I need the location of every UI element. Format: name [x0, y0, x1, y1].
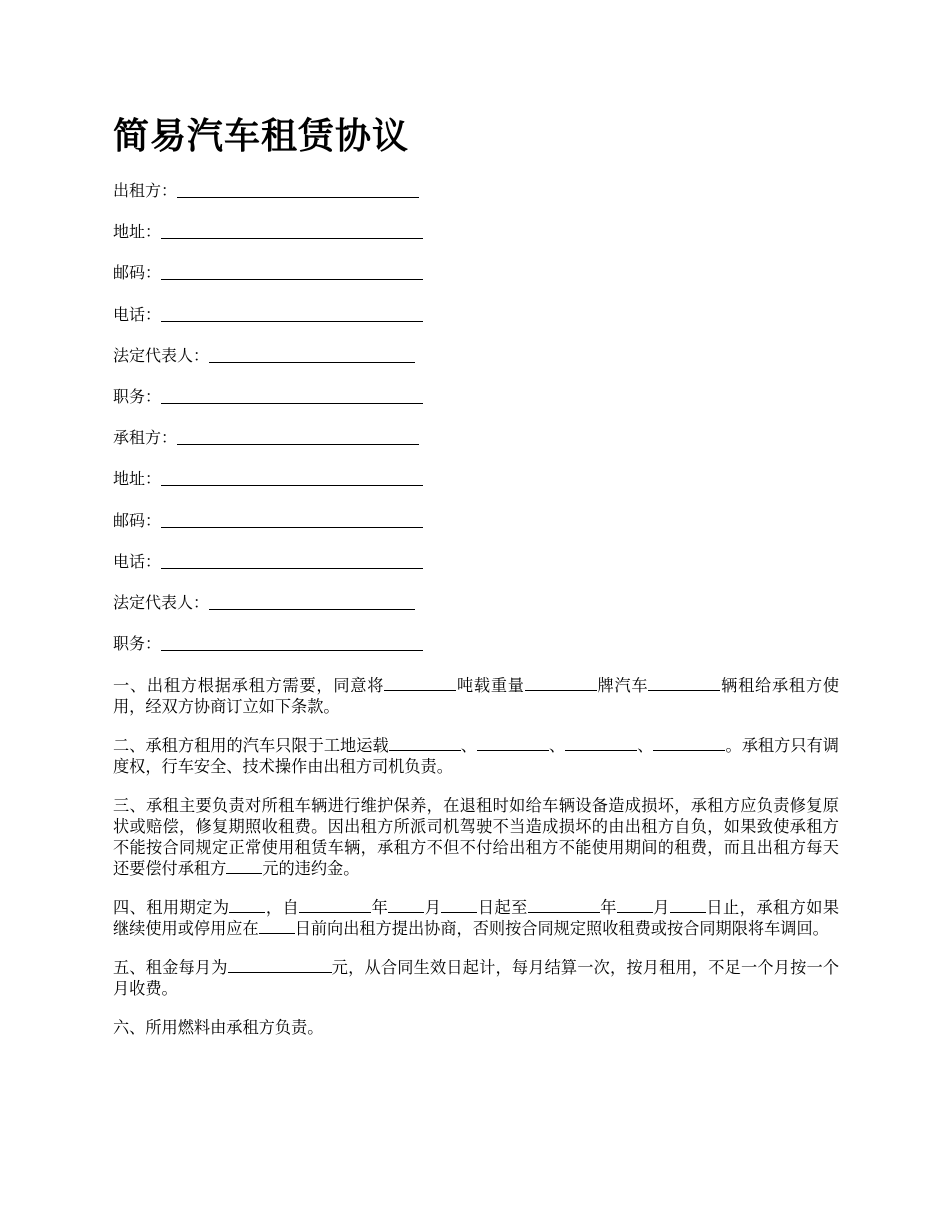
blank-line	[653, 737, 725, 751]
clause-text: 一、出租方根据承租方需要，同意将	[113, 676, 385, 695]
field-label: 电话：	[113, 304, 162, 324]
fill-in-line	[161, 384, 423, 404]
field-lessee-legal-rep	[113, 590, 443, 631]
clause-text: 二、承租方租用的汽车只限于工地运载	[113, 736, 389, 755]
blank-line	[388, 899, 424, 913]
clause-text: 、	[548, 736, 566, 755]
field-label: 地址：	[113, 222, 162, 242]
field-lessor-phone	[113, 302, 443, 343]
blank-line	[670, 899, 706, 913]
fill-in-line	[177, 178, 419, 198]
clause-text: 。承租方只有调度权，行车安全、技术操作由出租方司机负责。	[113, 736, 839, 776]
field-label: 法定代表人：	[113, 345, 210, 365]
clause-1	[113, 675, 839, 717]
blank-line	[525, 677, 597, 691]
blank-line	[648, 677, 720, 691]
field-lessee-position	[113, 631, 443, 672]
clause-text: 年	[371, 898, 389, 917]
clause-text: 元，从合同生效日起计，每月结算一次，按月租用，不足一个月按一个月收费。	[113, 958, 840, 998]
field-lessee	[113, 425, 443, 466]
field-label: 电话：	[113, 551, 162, 571]
fill-in-line	[161, 631, 423, 651]
field-lessee-phone	[113, 549, 443, 590]
party-info-fields	[113, 178, 443, 672]
clause-text: 吨载重量	[456, 676, 525, 695]
blank-line	[229, 899, 265, 913]
field-lessee-postcode	[113, 508, 443, 549]
field-lessor-address	[113, 219, 443, 260]
fill-in-line	[161, 260, 423, 280]
field-lessor-postcode	[113, 260, 443, 301]
clause-text: 牌汽车	[596, 676, 649, 695]
fill-in-line	[177, 425, 419, 445]
field-label: 邮码：	[113, 510, 162, 530]
fill-in-line	[161, 302, 423, 322]
blank-line	[528, 899, 600, 913]
blank-line	[389, 737, 461, 751]
clause-text: 日前向出租方提出协商，否则按合同规定照收租费或按合同期限将车调回。	[294, 919, 829, 938]
blank-line	[617, 899, 653, 913]
field-label: 职务：	[113, 634, 162, 654]
clause-6	[113, 1017, 839, 1038]
clause-text: 六、所用燃料由承租方负责。	[113, 1018, 324, 1037]
blank-line	[565, 737, 637, 751]
field-label: 出租方：	[113, 181, 178, 200]
document-title: 简易汽车租赁协议	[113, 115, 410, 157]
clause-text: 、	[637, 736, 654, 755]
clause-text: 四、租用期定为	[113, 898, 230, 917]
blank-line	[299, 899, 371, 913]
clause-text: 、	[460, 736, 477, 755]
blank-line	[228, 959, 332, 973]
clause-text: ，自	[265, 898, 300, 917]
contract-clauses	[113, 675, 839, 1056]
field-label: 承租方：	[113, 428, 178, 448]
fill-in-line	[209, 343, 415, 363]
fill-in-line	[161, 219, 423, 239]
blank-line	[226, 860, 262, 874]
blank-line	[259, 920, 295, 934]
clause-text: 三、承租主要负责对所租车辆进行维护保养，在退租时如给车辆设备造成损坏，承租方应负责修复原状或赔偿，修复期照收租费。因出租方所派司机驾驶不当造成损坏的由出租方自负，如果致使承租方不能按合同规定正常使用租赁车辆，承租方不但不付给出租方不能使用期间的租费，而且出租方每天还要偿付承租方	[113, 796, 839, 878]
fill-in-line	[161, 466, 423, 486]
clause-text: 日止，承租方如果继续使用或停用应在	[113, 898, 840, 938]
fill-in-line	[161, 549, 423, 569]
field-label: 地址：	[113, 469, 162, 489]
clause-text: 五、租金每月为	[113, 958, 228, 977]
clause-2	[113, 735, 839, 777]
blank-line	[441, 899, 477, 913]
field-lessor	[113, 178, 443, 219]
clause-text: 月	[652, 898, 670, 917]
clause-3	[113, 795, 839, 879]
clause-text: 辆租给承租方使用，经双方协商订立如下条款。	[113, 676, 840, 716]
field-label: 法定代表人：	[113, 592, 210, 612]
fill-in-line	[161, 508, 423, 528]
field-label: 邮码：	[113, 263, 162, 283]
blank-line	[477, 737, 549, 751]
clause-text: 年	[599, 898, 617, 917]
field-label: 职务：	[113, 386, 162, 406]
clause-4	[113, 897, 839, 939]
clause-text: 月	[424, 898, 442, 917]
clause-text: 日起至	[477, 898, 528, 917]
fill-in-line	[209, 590, 415, 610]
field-lessor-position	[113, 384, 443, 425]
field-lessee-address	[113, 466, 443, 507]
clause-5	[113, 957, 839, 999]
blank-line	[384, 677, 456, 691]
clause-text: 元的违约金。	[262, 859, 360, 878]
field-lessor-legal-rep	[113, 343, 443, 384]
